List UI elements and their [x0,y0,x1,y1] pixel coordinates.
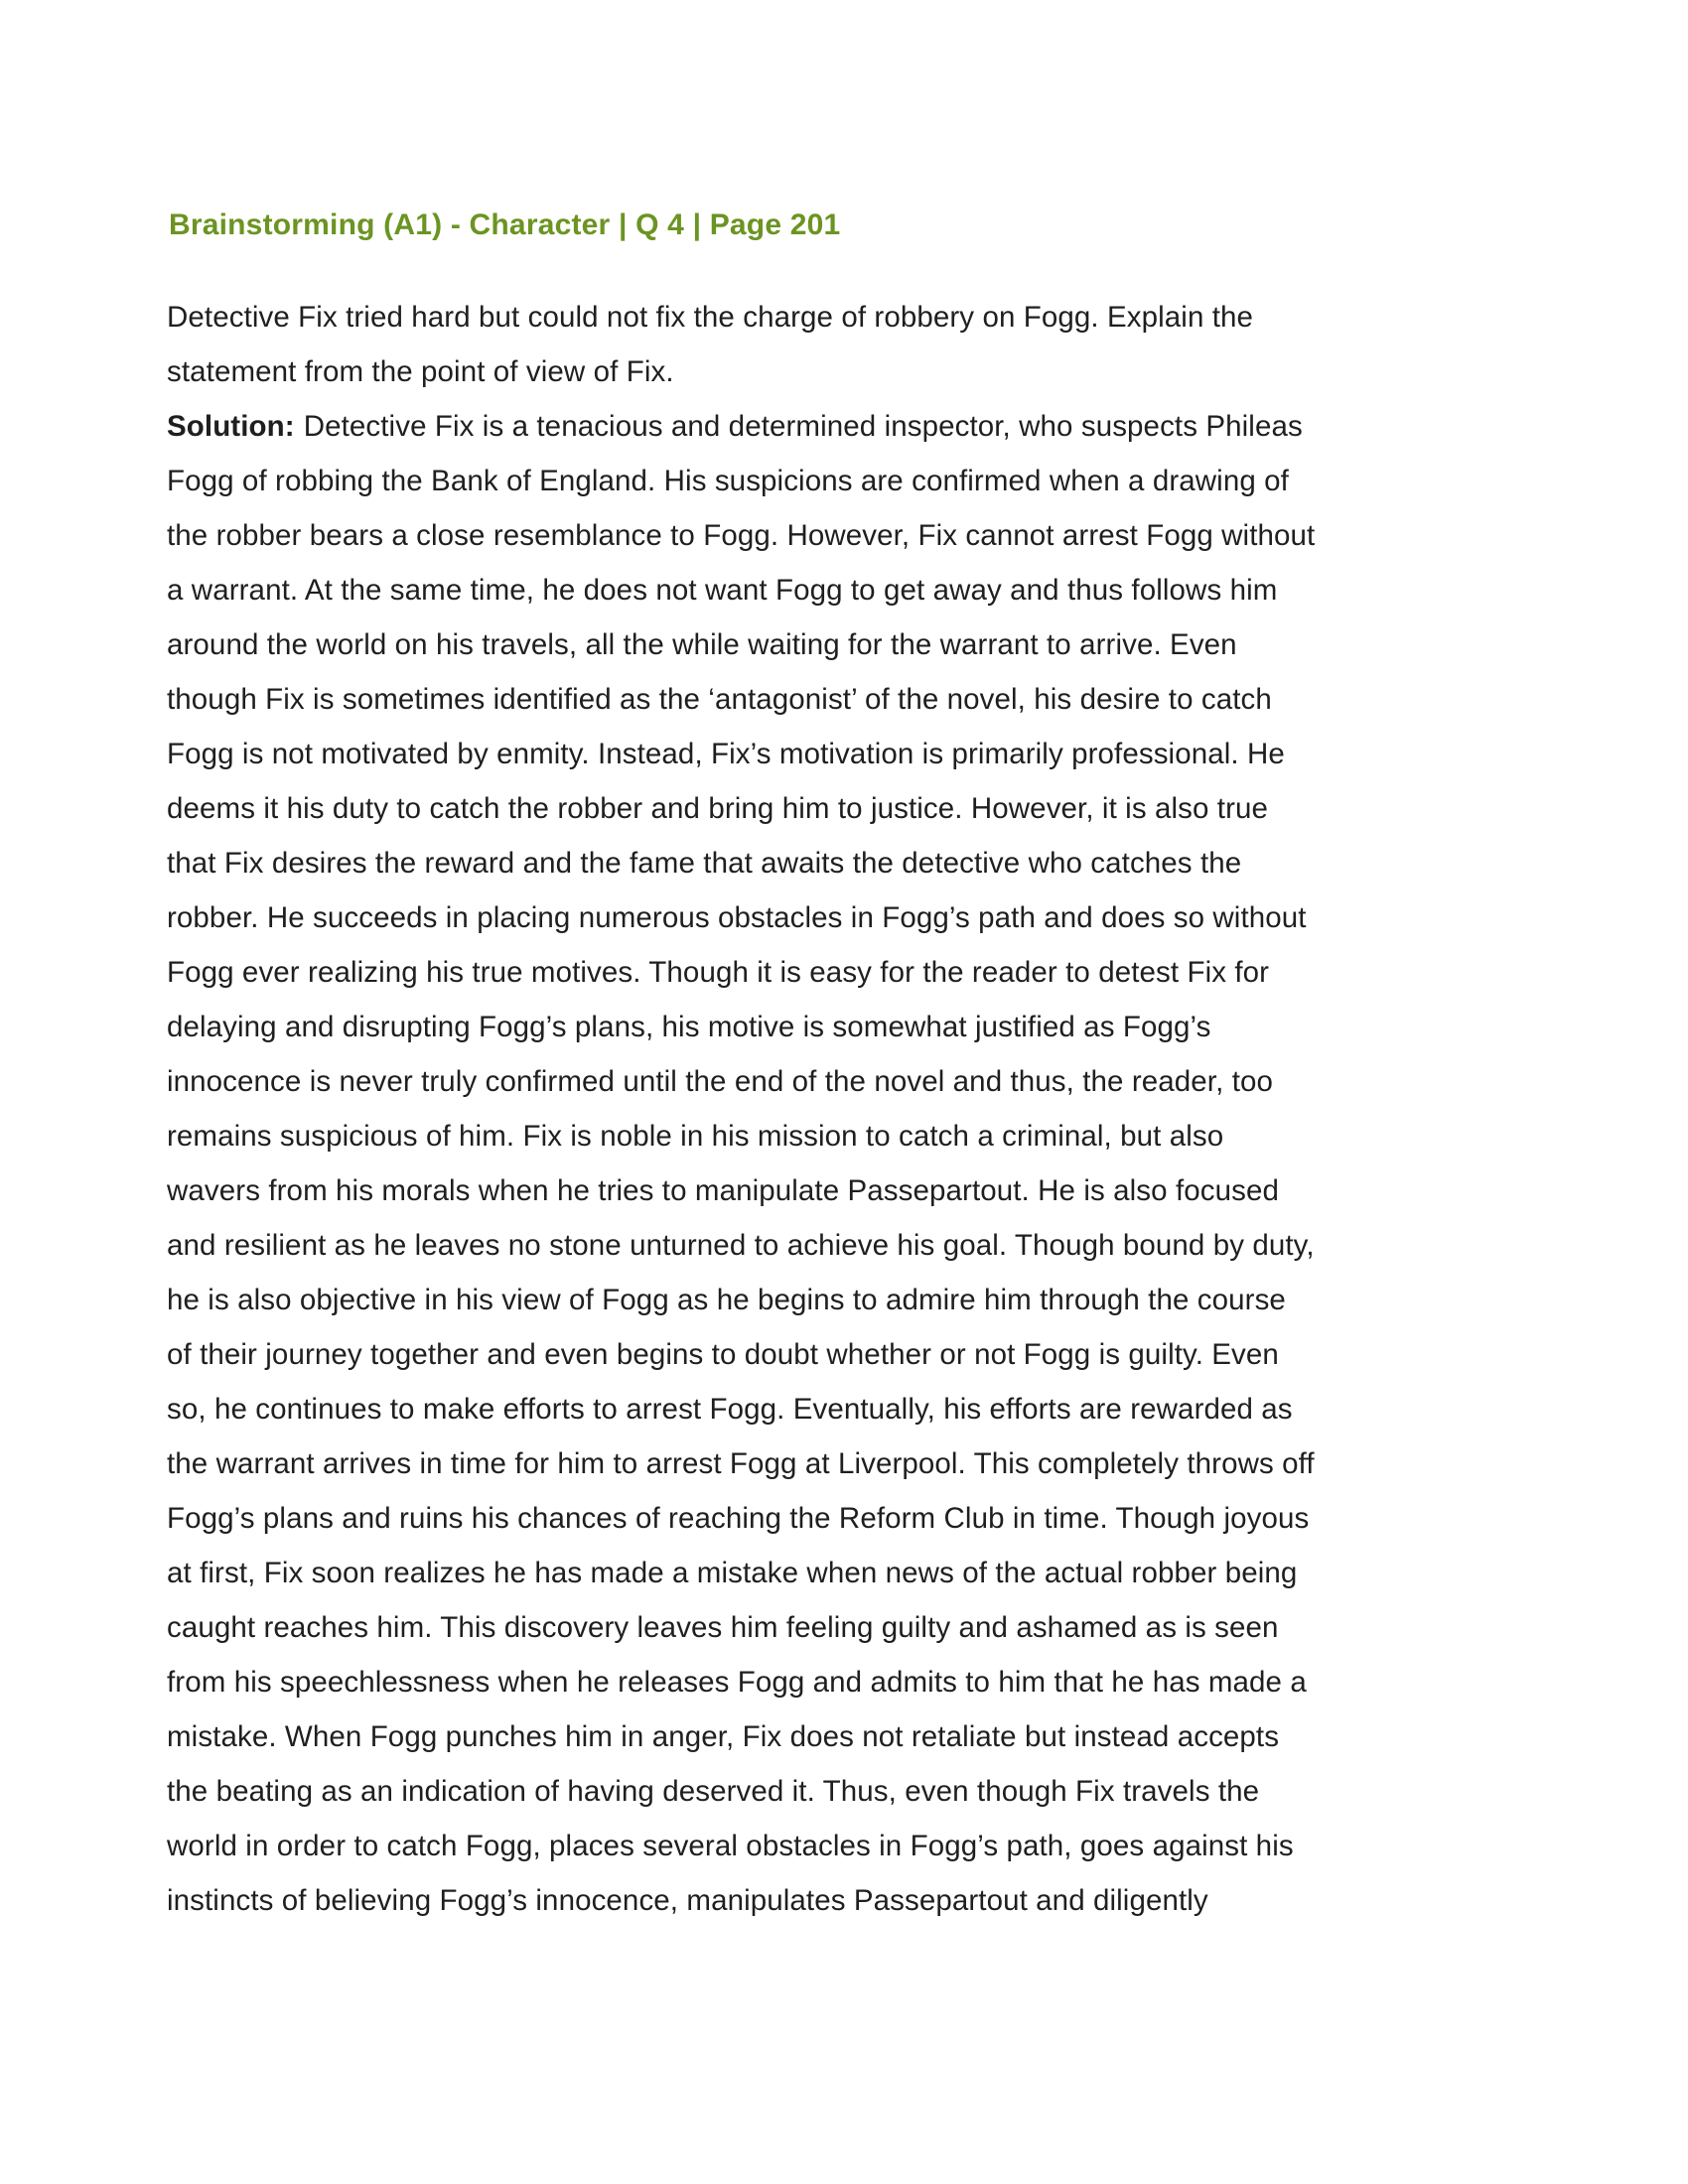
solution-line [167,399,1315,454]
page-title: Brainstorming (A1) - Character | Q 4 | Page 201 [169,208,841,241]
solution-line: world in order to catch Fogg, places several obstacles in Fogg’s path, goes against his [167,1830,1294,1862]
solution-line: around the world on his travels, all the while waiting for the warrant to arrive. Even [167,628,1237,661]
solution-line: innocence is never truly confirmed until the end of the novel and thus, the reader, too [167,1065,1273,1098]
solution-line: of their journey together and even begins to doubt whether or not Fogg is guilty. Even [167,1338,1279,1371]
solution-line: the beating as an indication of having deserved it. Thus, even though Fix travels the [167,1775,1260,1808]
solution-line: a warrant. At the same time, he does not want Fogg to get away and thus follows him [167,574,1278,607]
solution-line: though Fix is sometimes identified as the ‘antagonist’ of the novel, his desire to catch [167,683,1272,716]
solution-line: Fogg of robbing the Bank of England. His suspicions are confirmed when a drawing of [167,465,1289,497]
solution-line: Fogg’s plans and ruins his chances of reaching the Reform Club in time. Though joyous [167,1502,1310,1535]
question-line: Detective Fix tried hard but could not fix the charge of robbery on Fogg. Explain the [167,301,1254,334]
solution-line: mistake. When Fogg punches him in anger, Fix does not retaliate but instead accepts [167,1720,1280,1753]
solution-line: the warrant arrives in time for him to arrest Fogg at Liverpool. This completely throws off [167,1447,1315,1480]
question-line: statement from the point of view of Fix. [167,355,674,388]
solution-line: remains suspicious of him. Fix is noble in his mission to catch a criminal, but also [167,1120,1224,1153]
solution-line: from his speechlessness when he releases Fogg and admits to him that he has made a [167,1666,1307,1699]
solution-line-text: Detective Fix is a tenacious and determined inspector, who suspects Phileas [303,410,1303,443]
solution-line: that Fix desires the reward and the fame that awaits the detective who catches the [167,847,1242,880]
solution-line: delaying and disrupting Fogg’s plans, his motive is somewhat justified as Fogg’s [167,1011,1211,1043]
solution-line: robber. He succeeds in placing numerous obstacles in Fogg’s path and does so without [167,901,1307,934]
solution-line: and resilient as he leaves no stone unturned to achieve his goal. Though bound by duty, [167,1229,1315,1262]
solution-line: so, he continues to make efforts to arrest Fogg. Eventually, his efforts are rewarded as [167,1393,1293,1426]
solution-line: Fogg is not motivated by enmity. Instead, Fix’s motivation is primarily professional. He [167,738,1285,770]
solution-line: Fogg ever realizing his true motives. Though it is easy for the reader to detest Fix for [167,956,1270,989]
solution-line: caught reaches him. This discovery leaves him feeling guilty and ashamed as is seen [167,1611,1279,1644]
solution-line: the robber bears a close resemblance to Fogg. However, Fix cannot arrest Fogg without [167,519,1316,552]
body-text [167,290,1315,1928]
solution-line: deems it his duty to catch the robber and bring him to justice. However, it is also true [167,792,1269,825]
solution-line: he is also objective in his view of Fogg as he begins to admire him through the course [167,1284,1286,1316]
solution-label: Solution: [167,410,295,443]
solution-line: at first, Fix soon realizes he has made a mistake when news of the actual robber being [167,1557,1298,1589]
solution-line: wavers from his morals when he tries to manipulate Passepartout. He is also focused [167,1174,1279,1207]
solution-line: instincts of believing Fogg’s innocence, manipulates Passepartout and diligently [167,1884,1208,1917]
